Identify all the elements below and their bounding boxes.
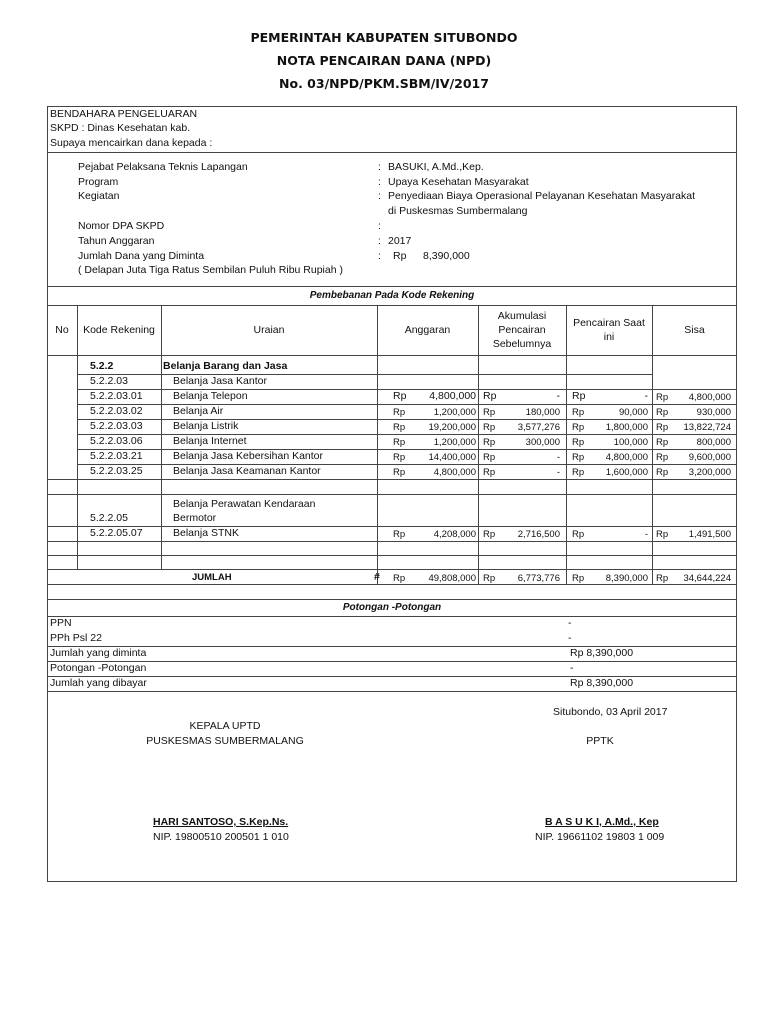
- pph-value: -: [568, 632, 572, 644]
- colon: :: [378, 250, 381, 262]
- rp: Rp: [572, 452, 585, 463]
- tahun-value: 2017: [388, 235, 412, 247]
- row-name: Belanja Internet: [173, 435, 247, 447]
- colon: :: [378, 190, 381, 202]
- col-header-anggaran: Anggaran: [404, 324, 451, 336]
- program-value: Upaya Kesehatan Masyarakat: [388, 176, 529, 188]
- right-signer-nip: NIP. 19661102 19803 1 009: [535, 831, 665, 843]
- row-code: 5.2.2.03.03: [90, 420, 143, 432]
- diminta-value: Rp 8,390,000: [570, 647, 634, 659]
- row-sisa: 930,000: [696, 407, 731, 418]
- bendahara-label: BENDAHARA PENGELUARAN: [50, 108, 198, 120]
- rp: Rp: [483, 452, 496, 463]
- row-sisa: 800,000: [696, 437, 731, 448]
- dibayar-label: Jumlah yang dibayar: [50, 677, 147, 689]
- col-header-uraian: Uraian: [253, 324, 285, 336]
- row-code: 5.2.2.03.25: [90, 465, 143, 477]
- right-signer-name: B A S U K I, A.Md., Kep: [545, 816, 659, 828]
- potongan-section-title: Potongan -Potongan: [342, 602, 442, 613]
- subgroup2-name-2: Bermotor: [173, 512, 217, 524]
- pph-label: PPh Psl 22: [50, 632, 102, 644]
- header-number: No. 03/NPD/PKM.SBM/IV/2017: [279, 76, 489, 91]
- rp: Rp: [656, 437, 669, 448]
- row-anggaran: 19,200,000: [428, 422, 476, 433]
- left-signer-nip: NIP. 19800510 200501 1 010: [153, 831, 289, 843]
- jumlah-dana-value: 8,390,000: [423, 250, 470, 262]
- header-line2: NOTA PENCAIRAN DANA (NPD): [276, 53, 492, 68]
- potongan-value: -: [570, 662, 574, 674]
- row-pencairan: -: [644, 390, 648, 402]
- row-code: 5.2.2.03.06: [90, 435, 143, 447]
- row-akumulasi: 2,716,500: [517, 529, 560, 540]
- row-pencairan: 90,000: [618, 407, 648, 418]
- dibayar-value: Rp 8,390,000: [570, 677, 634, 689]
- rp: Rp: [393, 422, 406, 433]
- rp: Rp: [572, 529, 585, 540]
- jumlah-dana-label: Jumlah Dana yang Diminta: [78, 250, 205, 262]
- row-anggaran: 1,200,000: [433, 407, 476, 418]
- rp: Rp: [483, 390, 497, 402]
- col-header-sisa: Sisa: [684, 324, 705, 336]
- row-sisa: 9,600,000: [688, 452, 731, 463]
- header-line1: PEMERINTAH KABUPATEN SITUBONDO: [250, 30, 518, 45]
- row-pencairan: 100,000: [613, 437, 648, 448]
- row-akumulasi: 3,577,276: [517, 422, 560, 433]
- row-name: Belanja STNK: [173, 527, 239, 539]
- rp: Rp: [572, 407, 585, 418]
- col-header-akumulasi-3: Sebelumnya: [492, 338, 552, 350]
- rp: Rp: [656, 529, 669, 540]
- row-code: 5.2.2.03.21: [90, 450, 143, 462]
- rp: Rp: [483, 529, 496, 540]
- rp: Rp: [572, 390, 586, 402]
- rp: Rp: [656, 407, 669, 418]
- supaya-label: Supaya mencairkan dana kepada :: [50, 137, 213, 149]
- kegiatan-value-2: di Puskesmas Sumbermalang: [388, 205, 528, 217]
- subgroup2-code: 5.2.2.05: [90, 512, 128, 524]
- row-sisa: 1,491,500: [688, 529, 731, 540]
- rp: Rp: [483, 422, 496, 433]
- row-code: 5.2.2.03.01: [90, 390, 143, 402]
- jumlah-sisa: 34,644,224: [683, 573, 731, 584]
- rp: Rp: [483, 407, 496, 418]
- row-name: Belanja Listrik: [173, 420, 239, 432]
- row-akumulasi: -: [556, 467, 560, 478]
- row-anggaran: 4,800,000: [433, 467, 476, 478]
- jumlah-pencairan: 8,390,000: [605, 573, 648, 584]
- colon: :: [378, 176, 381, 188]
- col-header-akumulasi-2: Pencairan: [498, 324, 546, 336]
- place-date: Situbondo, 03 April 2017: [553, 706, 668, 718]
- row-anggaran: 4,208,000: [433, 529, 476, 540]
- left-signer-name: HARI SANTOSO, S.Kep.Ns.: [153, 816, 289, 828]
- dpa-label: Nomor DPA SKPD: [78, 220, 165, 232]
- row-code: 5.2.2.05.07: [90, 527, 143, 539]
- row-akumulasi: 300,000: [525, 437, 560, 448]
- rp: Rp: [572, 467, 585, 478]
- terbilang: ( Delapan Juta Tiga Ratus Sembilan Puluh Ribu Rupiah ): [78, 264, 343, 276]
- rp: Rp: [656, 392, 669, 403]
- rp: Rp: [393, 390, 407, 402]
- rp: Rp: [393, 437, 406, 448]
- row-anggaran: 1,200,000: [433, 437, 476, 448]
- rp: Rp: [656, 422, 669, 433]
- pejabat-value: BASUKI, A.Md.,Kep.: [388, 161, 484, 173]
- row-anggaran: 4,800,000: [429, 390, 476, 402]
- rp: Rp: [656, 452, 669, 463]
- rp: Rp: [483, 437, 496, 448]
- rp: Rp: [393, 452, 406, 463]
- jumlah-anggaran: 49,808,000: [428, 573, 476, 584]
- rp: Rp: [393, 467, 406, 478]
- row-akumulasi: 180,000: [525, 407, 560, 418]
- diminta-label: Jumlah yang diminta: [50, 647, 147, 659]
- row-akumulasi: -: [556, 390, 560, 402]
- row-akumulasi: -: [556, 452, 560, 463]
- subgroup-name: Belanja Jasa Kantor: [173, 375, 267, 387]
- row-pencairan: 1,600,000: [605, 467, 648, 478]
- row-name: Belanja Air: [173, 405, 224, 417]
- row-pencairan: 1,800,000: [605, 422, 648, 433]
- rp: Rp: [572, 573, 585, 584]
- rp: Rp: [393, 529, 406, 540]
- tahun-label: Tahun Anggaran: [78, 235, 155, 247]
- row-pencairan: -: [644, 529, 648, 540]
- col-header-pencairan: Pencairan Saat: [573, 317, 645, 329]
- group-code: 5.2.2: [90, 360, 114, 372]
- rp: Rp: [393, 573, 406, 584]
- col-header-akumulasi: Akumulasi: [497, 310, 547, 322]
- row-pencairan: 4,800,000: [605, 452, 648, 463]
- ppn-label: PPN: [50, 617, 72, 629]
- subgroup-code: 5.2.2.03: [90, 375, 128, 387]
- row-sisa: 13,822,724: [683, 422, 731, 433]
- col-header-pencairan-2: ini: [603, 331, 615, 343]
- ppn-value: -: [568, 617, 572, 629]
- row-sisa: 3,200,000: [688, 467, 731, 478]
- left-signer-title: KEPALA UPTD: [189, 720, 261, 732]
- col-header-no: No: [55, 324, 69, 336]
- col-header-kode: Kode Rekening: [83, 324, 155, 336]
- jumlah-akumulasi: 6,773,776: [517, 573, 560, 584]
- row-name: Belanja Jasa Keamanan Kantor: [173, 465, 321, 477]
- rp: Rp: [572, 437, 585, 448]
- rp: Rp: [393, 407, 406, 418]
- kegiatan-value: Penyediaan Biaya Operasional Pelayanan Kesehatan Masyarakat: [388, 190, 696, 202]
- skpd-label: SKPD : Dinas Kesehatan kab.: [50, 122, 191, 134]
- rp: Rp: [572, 422, 585, 433]
- rekening-section-title: Pembebanan Pada Kode Rekening: [309, 290, 475, 301]
- right-signer-title: PPTK: [586, 735, 614, 747]
- row-name: Belanja Jasa Kebersihan Kantor: [173, 450, 324, 462]
- row-sisa: 4,800,000: [688, 392, 731, 403]
- colon: :: [378, 220, 381, 232]
- jumlah-hash: #: [374, 571, 380, 583]
- program-label: Program: [78, 176, 119, 188]
- left-signer-title-2: PUSKESMAS SUMBERMALANG: [146, 735, 304, 747]
- rp: Rp: [656, 467, 669, 478]
- jumlah-dana-rp: Rp: [393, 250, 407, 262]
- rp: Rp: [656, 573, 669, 584]
- rp: Rp: [483, 573, 496, 584]
- potongan-label: Potongan -Potongan: [50, 662, 147, 674]
- row-anggaran: 14,400,000: [428, 452, 476, 463]
- group-name: Belanja Barang dan Jasa: [163, 360, 288, 372]
- pejabat-label: Pejabat Pelaksana Teknis Lapangan: [78, 161, 248, 173]
- row-code: 5.2.2.03.02: [90, 405, 143, 417]
- colon: :: [378, 235, 381, 247]
- rp: Rp: [483, 467, 496, 478]
- jumlah-label: JUMLAH: [192, 572, 232, 583]
- colon: :: [378, 161, 381, 173]
- row-name: Belanja Telepon: [173, 390, 248, 402]
- subgroup2-name: Belanja Perawatan Kendaraan: [173, 498, 316, 510]
- kegiatan-label: Kegiatan: [78, 190, 120, 202]
